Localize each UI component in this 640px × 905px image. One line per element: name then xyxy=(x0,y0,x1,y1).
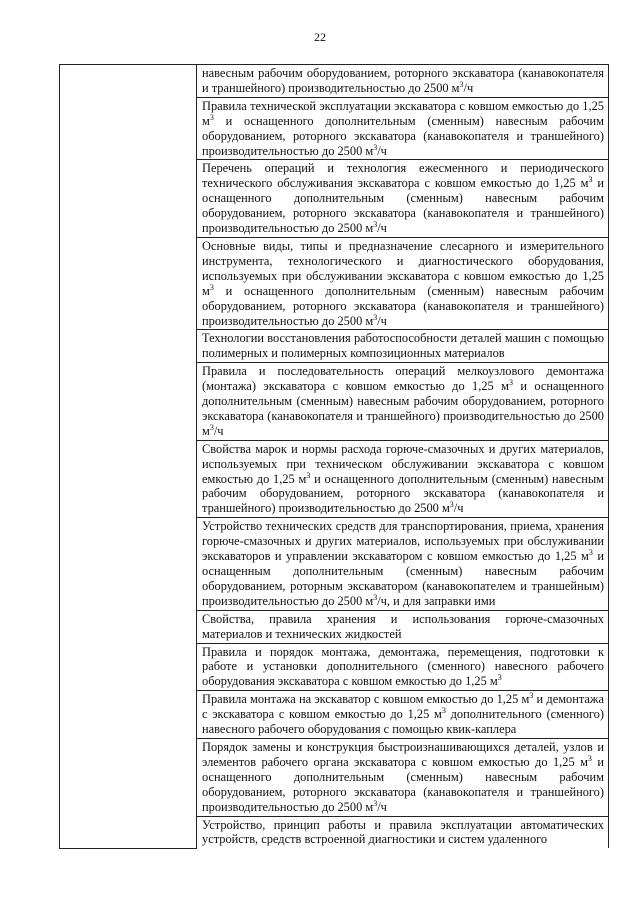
knowledge-cell: Устройство технических средств для транспортирования, приема, хранения горюче-смазочных и других материалов, используемых при обслуживании экскаваторов и управлении экскаватором с ковшом емкостью до 1,25 $м^3$ и оснащенным дополнительным (сменным) навесным рабочим оборудованием, роторным экскаватором (канавокопателем и траншейным) производительностью до 2500 $м^3/ч$, и для заправки ими xyxy=(197,518,609,610)
table-row xyxy=(60,65,609,98)
knowledge-cell: Правила и последовательность операций мелкоузлового демонтажа (монтажа) экскаватора с ковшом емкостью до 1,25 $м^3$ и оснащенного дополнительным (сменным) навесным рабочим оборудованием, роторного экскаватора (канавокопателя и траншейного) производительностью до 2500 $м^3/ч$ xyxy=(197,363,609,441)
knowledge-cell: Основные виды, типы и предназначение слесарного и измерительного инструмента, технологического и диагностического оборудования, используемых при обслуживании экскаватора с ковшом емкостью до 1,25 $м^3$ и оснащенного дополнительным (сменным) навесным рабочим оборудованием, роторного экскаватора (канавокопателя и траншейного) производительностью до 2500 $м^3/ч$ xyxy=(197,237,609,329)
table-body xyxy=(60,65,609,849)
knowledge-cell: Свойства марок и нормы расхода горюче-смазочных и других материалов, используемых при техническом обслуживании экскаватора с ковшом емкостью до 1,25 $м^3$ и оснащенного дополнительным (сменным) навесным рабочим оборудованием, роторного экскаватора (канавокопателя и траншейного) производительностью до 2500 $м^3/ч$ xyxy=(197,440,609,518)
knowledge-cell: Правила монтажа на экскаватор с ковшом емкостью до 1,25 $м^3$ и демонтажа с экскаватора с ковшом емкостью до 1,25 $м^3$ дополнительного (сменного) навесного рабочего оборудования с помощью квик-каплера xyxy=(197,691,609,739)
knowledge-cell: навесным рабочим оборудованием, роторного экскаватора (канавокопателя и траншейного) производительностью до 2500 $м^3/ч$ xyxy=(197,65,609,98)
page-number: 22 xyxy=(314,30,326,44)
knowledge-cell: Порядок замены и конструкция быстроизнашивающихся деталей, узлов и элементов рабочего органа экскаватора с ковшом емкостью до 1,25 $м^3$ и оснащенного дополнительным (сменным) навесным рабочим оборудованием, роторного экскаватора (канавокопателя и траншейного) производительностью до 2500 $м^3/ч$ xyxy=(197,738,609,816)
knowledge-cell: Свойства, правила хранения и использования горюче-смазочных материалов и технических жидкостей xyxy=(197,610,609,643)
knowledge-cell: Устройство, принцип работы и правила эксплуатации автоматических устройств, средств встроенной диагностики и систем удаленного xyxy=(197,816,609,848)
knowledge-cell: Правила технической эксплуатации экскаватора с ковшом емкостью до 1,25 $м^3$ и оснащенного дополнительным (сменным) навесным рабочим оборудованием, роторного экскаватора (канавокопателя и траншейного) производительностью до 2500 $м^3/ч$ xyxy=(197,97,609,160)
label-cell xyxy=(60,65,197,849)
requirements-table xyxy=(59,64,609,849)
knowledge-cell: Перечень операций и технология ежесменного и периодического технического обслуживания экскаватора с ковшом емкостью до 1,25 $м^3$ и оснащенного дополнительным (сменным) навесным рабочим оборудованием, роторного экскаватора (канавокопателя и траншейного) производительностью до 2500 $м^3/ч$ xyxy=(197,160,609,238)
knowledge-cell: Правила и порядок монтажа, демонтажа, перемещения, подготовки к работе и установки дополнительного (сменного) навесного рабочего оборудования экскаватора с ковшом емкостью до 1,25 $м^3$ xyxy=(197,643,609,691)
knowledge-cell: Технологии восстановления работоспособности деталей машин с помощью полимерных и полимерных композиционных материалов xyxy=(197,330,609,363)
